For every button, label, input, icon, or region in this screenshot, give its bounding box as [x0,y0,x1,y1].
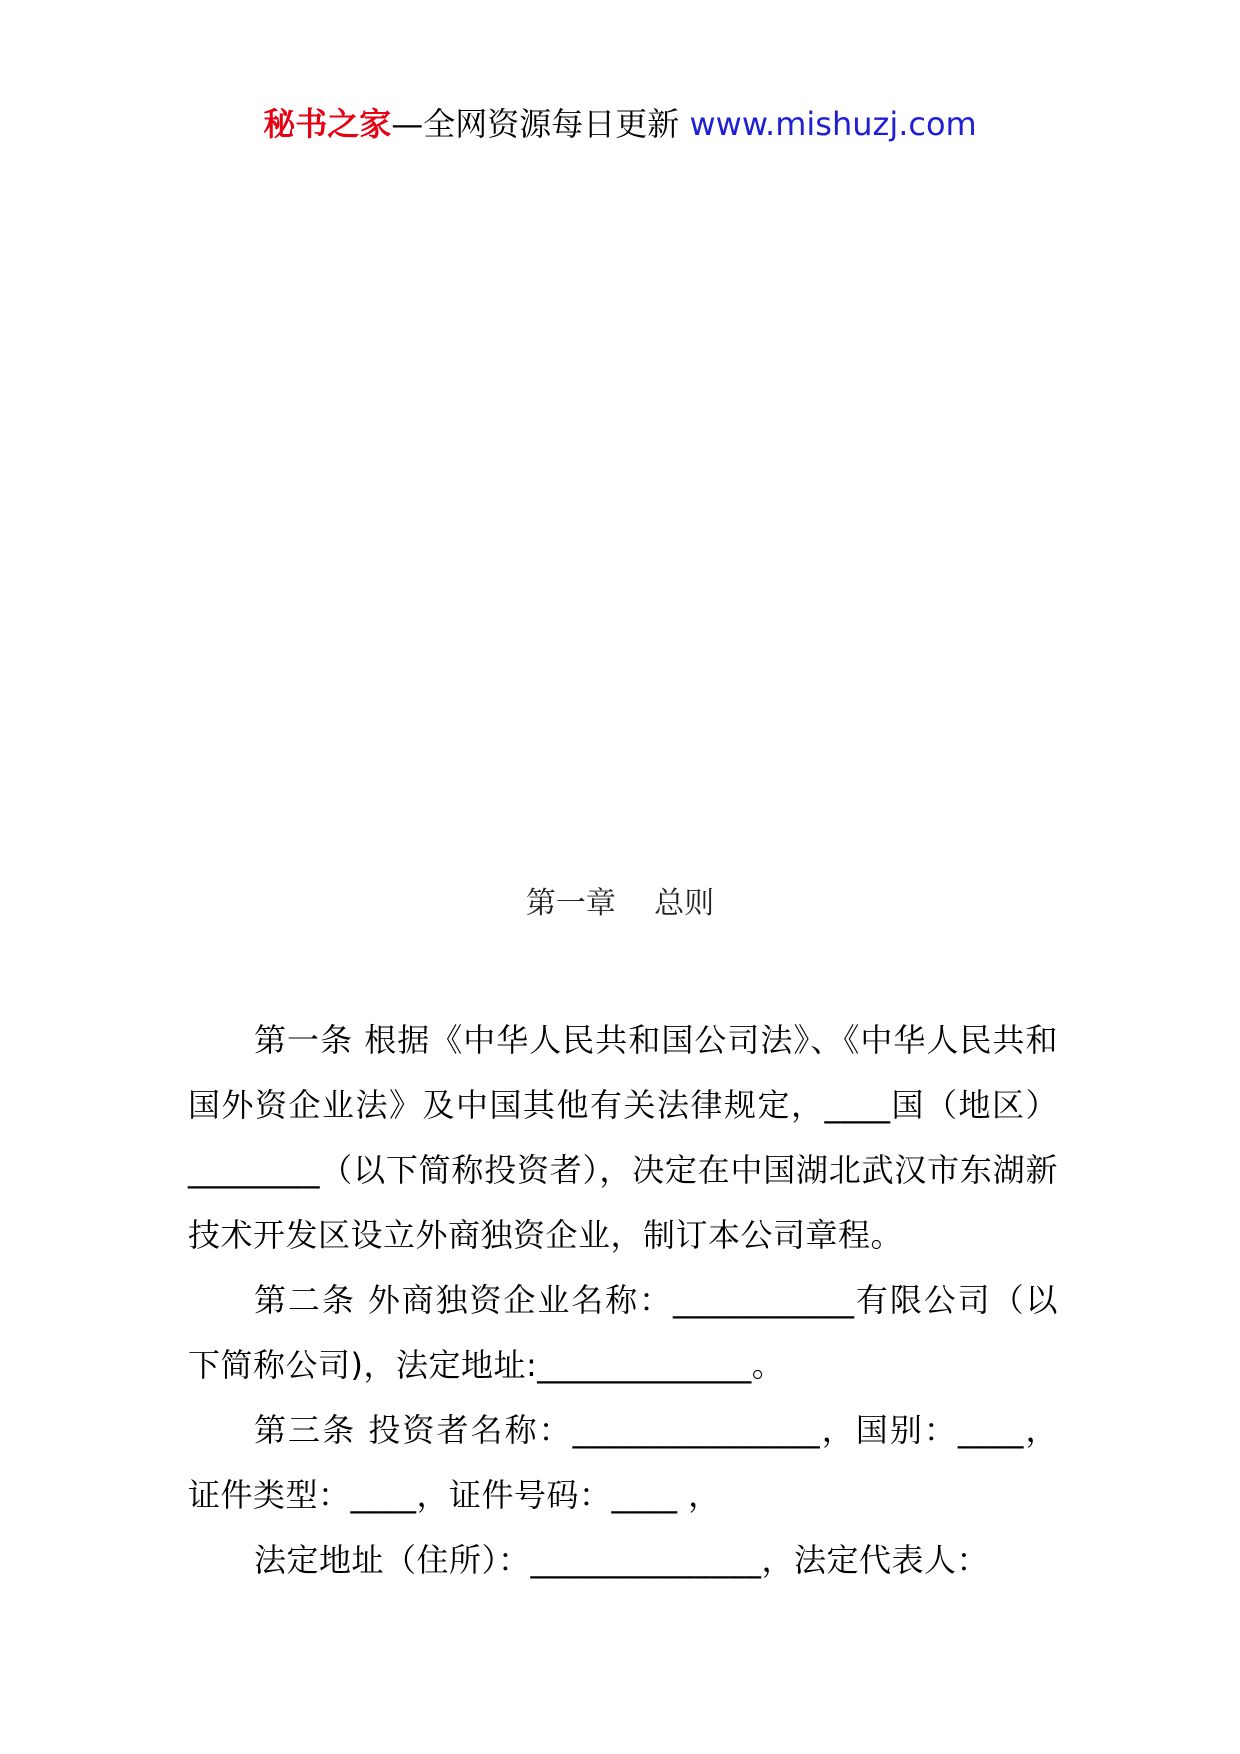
article-2: 第二条 外商独资企业名称：___________有限公司（以下简称公司)，法定地址:_____________。 [188,1281,1058,1384]
header-slogan: —全网资源每日更新 [391,105,690,143]
brand-name: 秘书之家 [263,105,392,143]
site-url[interactable]: www.mishuzj.com [689,105,977,143]
article-1: 第一条 根据《中华人民共和国公司法》、《中华人民共和国外资企业法》及中国其他有关法律规定，____国（地区）________（以下简称投资者），决定在中国湖北武汉市东湖新技术开发区设立外商独资企业，制订本公司章程。 [188,1021,1058,1254]
document-body [188,1008,1058,1593]
site-header [0,100,1240,148]
chapter-title: 第一章 总则 [525,886,715,921]
article-3: 第三条 投资者名称：_______________，国别：____，证件类型：____，证件号码：____ ， [188,1411,1058,1514]
article-3-continued: 法定地址（住所）：______________，法定代表人： [254,1541,990,1579]
